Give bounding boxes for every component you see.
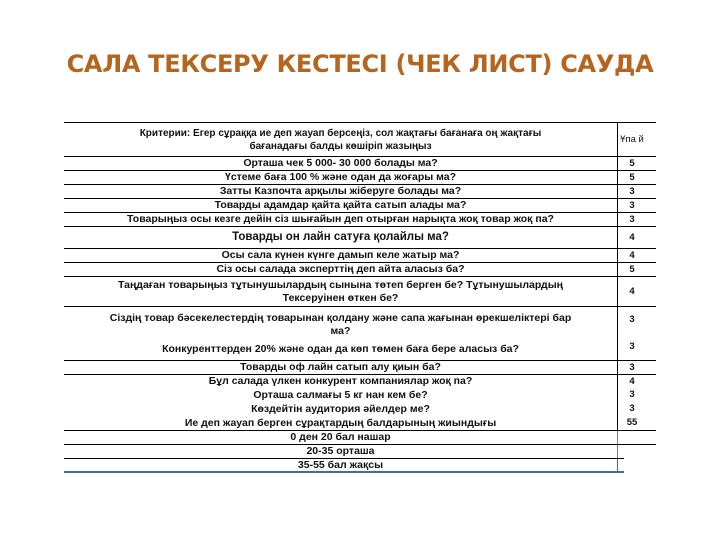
table-row xyxy=(64,402,656,416)
question-line-2: ма? xyxy=(330,324,351,337)
question-cell: Товарды он лайн сатуға қолайлы ма? xyxy=(64,227,618,248)
criteria-line-2: бағанадағы балды көшіріп жазыңыз xyxy=(249,140,432,152)
table-row xyxy=(64,262,656,276)
question-cell xyxy=(64,307,618,360)
table-row xyxy=(64,388,656,402)
table-row-total xyxy=(64,416,656,430)
score-cell: 3 xyxy=(629,361,635,373)
question-cell: Сіз осы салада эксперттің деп айта аласыз ба? xyxy=(64,263,618,276)
question-cell: Орташа салмағы 5 кг нан кем бе? xyxy=(64,388,618,402)
score-cell: 3 xyxy=(629,213,635,225)
score-cell: 3 xyxy=(629,199,635,211)
total-label: Ие деп жауап берген сұрақтардың балдарының жиындығы xyxy=(64,416,618,430)
score-cell: 3 xyxy=(629,185,635,197)
table-row xyxy=(64,276,656,306)
table-row xyxy=(64,248,656,262)
score-cell xyxy=(618,307,646,360)
score-cell: 4 xyxy=(629,249,635,261)
empty-cell xyxy=(618,459,623,471)
question-cell: Орташа чек 5 000- 30 000 болады ма? xyxy=(64,157,618,170)
scale-row xyxy=(64,444,656,458)
scale-row xyxy=(64,458,624,473)
question-block xyxy=(110,312,572,338)
question-line-1: Таңдаған товарыңыз тұтынушылардың сынына төтеп берген бе? Тұтынушылардың xyxy=(117,278,564,291)
question-line: Конкуренттерден 20% және одан да көп төмен баға бере аласыз ба? xyxy=(162,342,519,355)
question-cell: Осы сала күнен күнге дамып келе жатыр ма? xyxy=(64,249,618,262)
score-cell: 5 xyxy=(629,263,635,275)
scale-high: 35-55 бал жақсы xyxy=(64,459,618,471)
question-line-1: Сіздің товар бәсекелестердің товарынан қолдану және сапа жағынан өрекшеліктері бар xyxy=(109,311,572,324)
score-cell: 3 xyxy=(629,403,635,414)
table-header-row xyxy=(64,122,656,156)
score-cell: 5 xyxy=(629,171,635,183)
question-cell: Үстеме баға 100 % және одан да жоғары ма? xyxy=(64,171,618,184)
scale-row xyxy=(64,430,656,444)
table-row xyxy=(64,360,656,374)
score-cell: 4 xyxy=(629,375,635,387)
score-cell: 3 xyxy=(629,389,635,400)
question-cell: Көздейтін аудитория әйелдер ме? xyxy=(64,402,618,416)
scale-low: 0 ден 20 бал нашар xyxy=(64,431,618,444)
score-value: 3 xyxy=(629,340,635,352)
total-value: 55 xyxy=(626,417,638,428)
empty-cell xyxy=(618,431,646,444)
question-line-2: Тексеруінен өткен бе? xyxy=(282,291,399,304)
table-row-merged xyxy=(64,306,656,360)
score-cell: 5 xyxy=(629,157,635,169)
score-cell: 4 xyxy=(629,285,635,297)
score-cell: 4 xyxy=(629,231,635,243)
table-row xyxy=(64,212,656,226)
page-title: САЛА ТЕКСЕРУ КЕСТЕСІ (ЧЕК ЛИСТ) САУДА xyxy=(66,50,654,78)
criteria-line-1: Критерии: Егер сұраққа ие деп жауап берсеңіз, сол жақтағы бағанаға оң жақтағы xyxy=(139,127,542,139)
table-row xyxy=(64,170,656,184)
score-column-header: Ұпа й xyxy=(620,133,644,145)
question-cell: Товарды адамдар қайта қайта сатып алады ма? xyxy=(64,199,618,212)
empty-cell xyxy=(618,445,646,458)
scale-mid: 20-35 орташа xyxy=(64,445,618,458)
question-cell: Затты Казпочта арқылы жіберуге болады ма? xyxy=(64,185,618,198)
table-row xyxy=(64,198,656,212)
checklist-table xyxy=(64,122,656,473)
criteria-header xyxy=(64,123,618,156)
table-row xyxy=(64,374,656,388)
question-cell: Бұл салада үлкен конкурент компаниялар жоқ па? xyxy=(64,375,618,388)
score-value: 3 xyxy=(629,314,635,326)
table-row xyxy=(64,226,656,248)
question-cell: Товарыңыз осы кезге дейін сіз шығайын деп отырған нарықта жоқ товар жоқ па? xyxy=(64,213,618,226)
table-row xyxy=(64,184,656,198)
question-cell xyxy=(64,277,618,306)
table-row xyxy=(64,156,656,170)
question-cell: Товарды оф лайн сатып алу қиын ба? xyxy=(64,361,618,374)
